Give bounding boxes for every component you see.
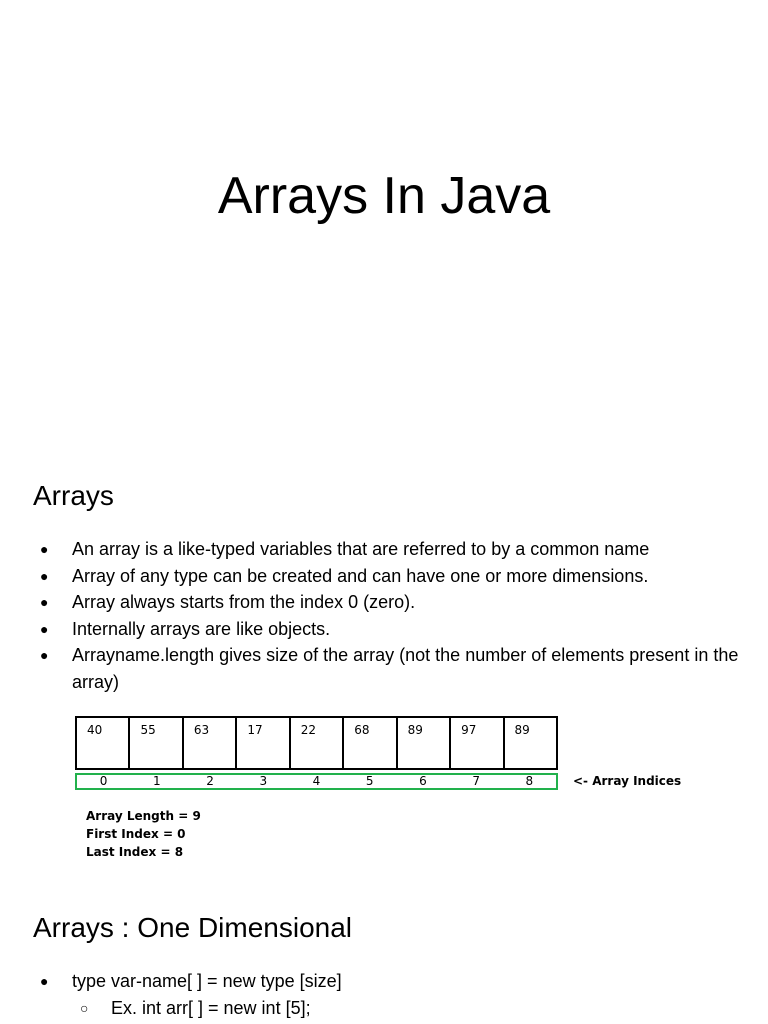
array-facts	[86, 807, 201, 861]
array-cells	[75, 716, 558, 770]
array-diagram	[75, 716, 695, 866]
bullet-text: Array of any type can be created and can have one or more dimensions.	[72, 565, 649, 586]
array-index: 7	[472, 774, 480, 788]
array-index: 1	[153, 774, 161, 788]
array-cell: 97	[451, 718, 504, 768]
array-index: 2	[206, 774, 214, 788]
section-heading-one-dimensional: Arrays : One Dimensional	[33, 912, 353, 943]
list-item	[40, 616, 740, 643]
last-index-fact: Last Index = 8	[86, 845, 184, 859]
sub-list-item	[72, 995, 740, 1022]
array-cell: 89	[514, 723, 530, 737]
array-cell: 17	[237, 718, 290, 768]
bullet-icon: ●	[40, 973, 49, 989]
bullet-text: An array is a like-typed variables that are referred to by a common name	[72, 539, 650, 559]
array-index: 4	[312, 774, 321, 788]
sub-bullet-text: Ex. int arr[ ] = new int [5];	[111, 997, 311, 1018]
array-cell: 22	[291, 718, 344, 768]
bullet-icon: ●	[40, 647, 49, 663]
sub-bullet-list	[72, 995, 740, 1022]
array-index: 5	[365, 774, 374, 788]
array-cell: 55	[130, 718, 183, 768]
bullet-text: type var-name[ ] = new type [size]	[72, 971, 342, 991]
bullet-icon: ●	[40, 620, 49, 637]
bullet-text: Internally arrays are like objects.	[72, 618, 331, 639]
bullet-icon: ●	[40, 594, 49, 610]
hollow-bullet-icon: ○	[80, 999, 89, 1016]
array-cell: 40	[77, 718, 130, 768]
list-item	[40, 589, 740, 616]
array-indices-row	[75, 773, 558, 790]
array-indices-caption: <- Array Indices	[573, 774, 682, 788]
one-dimensional-bullet-list	[40, 968, 740, 1021]
array-cell: 63	[184, 718, 237, 768]
first-index-fact: First Index = 0	[86, 827, 186, 841]
bullet-text: Arrayname.length gives size of the array (not the number of elements present in the array)	[72, 645, 739, 692]
list-item	[40, 536, 740, 563]
bullet-icon: ●	[40, 567, 49, 584]
arrays-bullet-list	[40, 536, 740, 695]
bullet-icon: ●	[40, 541, 49, 557]
array-cell: 68	[344, 718, 397, 768]
list-item	[40, 642, 740, 695]
array-index: 6	[419, 774, 427, 788]
list-item	[40, 968, 740, 1021]
array-length-fact: Array Length = 9	[86, 809, 201, 823]
array-index: 8	[525, 774, 534, 788]
section-heading-arrays: Arrays	[33, 480, 114, 511]
array-index: 3	[259, 774, 268, 788]
document-title: Arrays In Java	[217, 167, 551, 225]
array-index: 0	[99, 774, 108, 788]
bullet-text: Array always starts from the index 0 (zero).	[72, 592, 416, 612]
array-cell: 89	[398, 718, 451, 768]
list-item	[40, 563, 740, 590]
